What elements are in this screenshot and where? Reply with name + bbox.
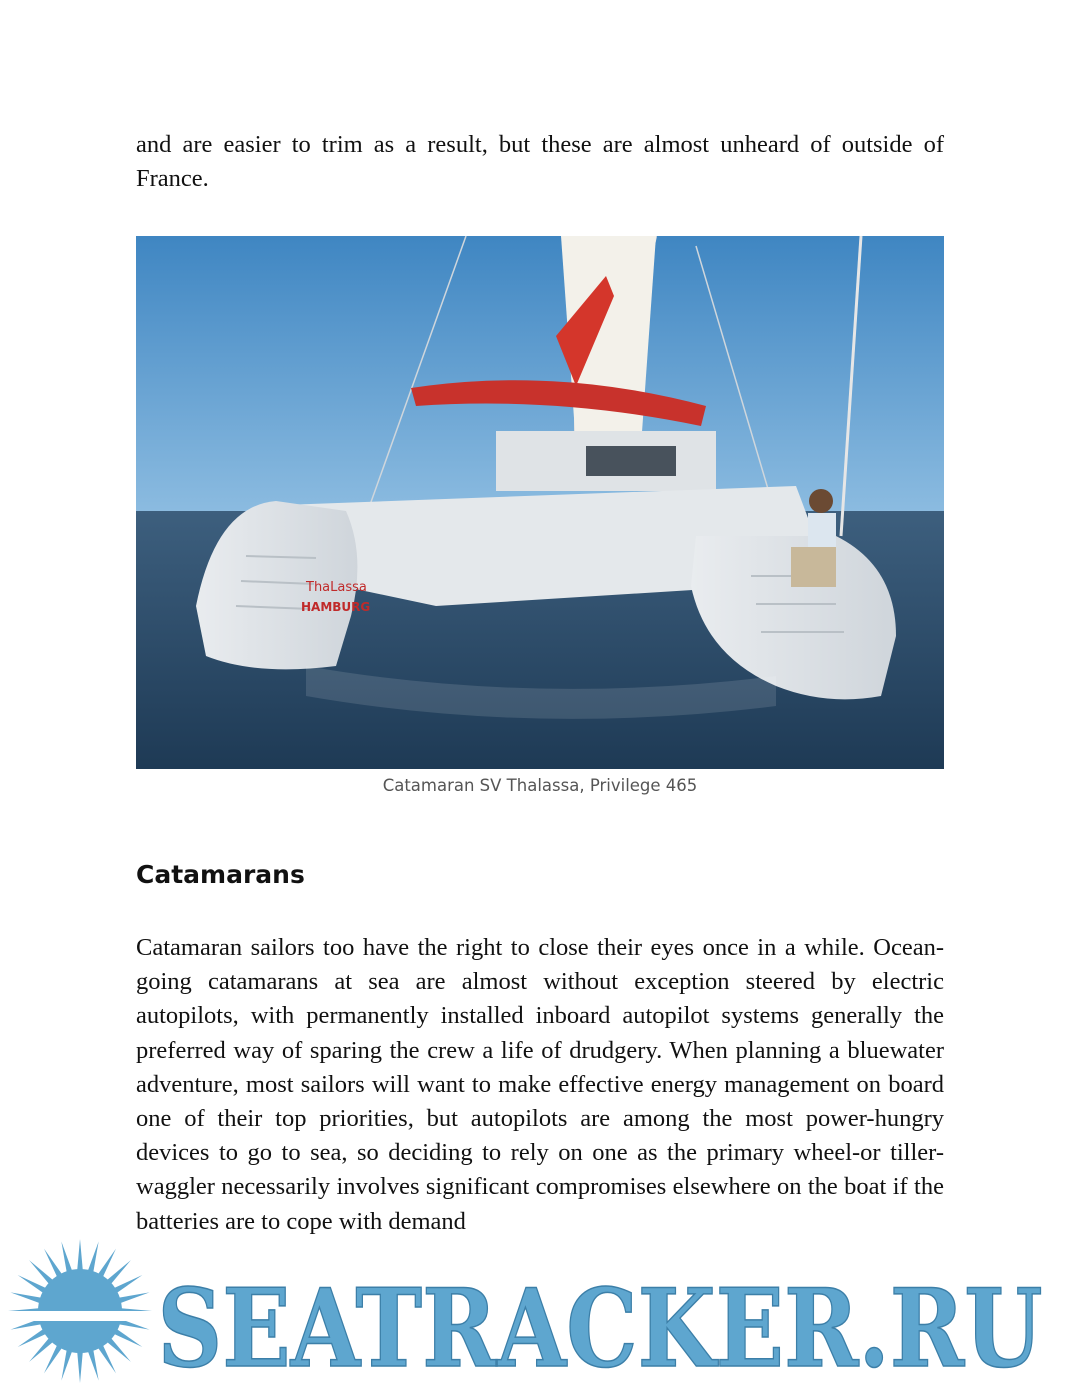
hull-lettering-name: ThaLassa (306, 580, 367, 595)
sun-ray (106, 1337, 131, 1362)
sun-ray (97, 1344, 116, 1373)
sun-logo-icon (0, 1239, 170, 1383)
hull-lettering-port: HAMBURG (301, 600, 371, 614)
sun-ray (113, 1275, 142, 1294)
sun-ray (29, 1337, 54, 1362)
sun-ray (61, 1241, 72, 1273)
sun-ray (118, 1292, 150, 1303)
sun-ray (106, 1260, 131, 1285)
watermark-text: SEATRACKER.RU (157, 1266, 1043, 1392)
sun-ray (88, 1349, 99, 1381)
sun-ray (97, 1249, 116, 1278)
figure-caption: Catamaran SV Thalassa, Privilege 465 (382, 776, 698, 795)
sun-ray (44, 1344, 63, 1373)
sun-ray (61, 1349, 72, 1381)
sun-ray (44, 1249, 63, 1278)
sun-ray (10, 1292, 42, 1303)
sun-ray (77, 1351, 83, 1383)
sun-ray (77, 1239, 83, 1271)
catamaran-photo (136, 236, 944, 769)
intro-paragraph: and are easier to trim as a result, but these are almost unheard of outside of France. (136, 131, 944, 193)
body-paragraph: Catamaran sailors too have the right to close their eyes once in a while. Ocean-going catamarans at sea are almost without exception steered by electric autopilots, with permanently installed inboard autopilot systems generally the preferred way of sparing the crew a life of drudgery. When planning a bluewater adventure, most sailors will want to make effective energy management on board one of their top priorities, but autopilots are among the most power-hungry devices to go to sea, so deciding to rely on one as the primary wheel-or tiller-waggler necessarily involves significant compromises elsewhere on the boat if the batteries are to cope with demand (136, 934, 944, 1235)
sun-ray (113, 1328, 142, 1347)
watermark (0, 1236, 1080, 1397)
section-heading: Catamarans (136, 860, 305, 889)
sun-ray (18, 1275, 47, 1294)
sun-ray (29, 1260, 54, 1285)
sun-ray (18, 1328, 47, 1347)
sun-ray (88, 1241, 99, 1273)
